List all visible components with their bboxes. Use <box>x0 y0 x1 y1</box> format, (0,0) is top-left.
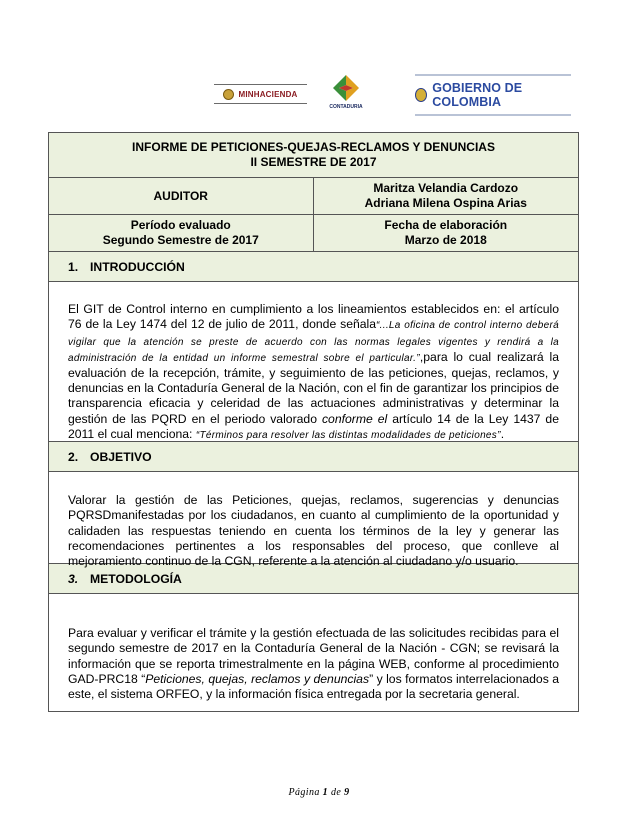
auditor-name: Adriana Milena Ospina Arias <box>364 196 527 210</box>
period-row <box>49 215 578 252</box>
auditor-name: Maritza Velandia Cardozo <box>373 181 519 195</box>
gobierno-logo-text: GOBIERNO DE COLOMBIA <box>432 81 523 109</box>
national-seal-icon <box>415 88 427 102</box>
auditor-row <box>49 178 578 215</box>
metodologia-text: Para evaluar y verificar el trámite y la gestión efectuada de las solicitudes recibidas para el segundo semestre de 2017 en la Contaduría General de la Nación - CGN; se revisará la información que se reporta trimestralmente en la página WEB, conforme al procedimiento GAD-PRC18 “ <box>68 626 559 686</box>
report-title-line2: II SEMESTRE DE 2017 <box>250 155 377 169</box>
intro-quote: “Términos para resolver las distintas modalidades de peticiones” <box>195 429 501 441</box>
period-cell <box>49 215 314 251</box>
page-footer <box>0 787 638 798</box>
auditor-label: AUDITOR <box>153 188 208 203</box>
section-body-intro <box>49 282 578 442</box>
metodologia-quote: Peticiones, quejas, reclamos y denuncias <box>145 671 370 686</box>
minhacienda-logo-text: MINHACIENDA <box>238 89 298 99</box>
contaduria-emblem-icon <box>325 73 367 103</box>
section-number: 3. <box>68 571 79 586</box>
contaduria-logo <box>325 73 367 117</box>
objetivo-paragraph: Valorar la gestión de las Peticiones, quejas, reclamos, sugerencias y denuncias PQRSDmanifestadas por los ciudadanos, en cuanto al cumplimiento de la oportunidad y calidaden las respuestas teniendo en cuenta los términos de la ley y generar las recomendaciones pertinentes a los responsables del proceso, que conlleve al mejoramiento continuo de la CGN, referente a la atención al ciudadano y/o usuario. <box>68 493 559 568</box>
intro-text: artículo 14 de la Ley 1437 de 2011 el cual menciona: <box>68 411 559 441</box>
report-title <box>49 133 578 178</box>
minhacienda-logo <box>214 84 307 104</box>
date-value: Marzo de 2018 <box>404 233 487 247</box>
page-word: Página <box>288 787 320 798</box>
intro-quote: “...La oficina de control interno deberá vigilar que la atención se preste de acuerdo con las normas legales vigentes y rendirá a la administración de la entidad un informe semestral sobre el particular.” <box>68 320 559 364</box>
date-cell <box>314 215 579 251</box>
header-logos <box>0 70 638 120</box>
intro-text: ,para lo cual realizará la evaluación de la recepción, trámite, y seguimiento de las peticiones, quejas, reclamos, y denuncias en la Contaduría General de la Nación, con el fin de garantizar los principios de transparencia eficacia y celeridad de las actuaciones administrativas y determinar la gestión de las PQRD en el periodo valorado <box>68 349 559 426</box>
report-table <box>48 132 579 712</box>
auditor-label-cell <box>49 178 314 214</box>
intro-paragraph <box>49 302 578 443</box>
metodologia-text: ” y los formatos interrelacionados a este, el sistema ORFEO, y la información física entregada por la secretaria general. <box>68 671 560 701</box>
section-title: INTRODUCCIÓN <box>90 259 185 274</box>
report-title-line1: INFORME DE PETICIONES-QUEJAS-RECLAMOS Y DENUNCIAS <box>132 140 495 154</box>
section-body-metodologia <box>49 594 578 711</box>
metodologia-paragraph <box>49 626 578 702</box>
intro-emphasis: conforme el <box>321 411 388 426</box>
page-number: 1 <box>322 787 329 798</box>
intro-text: . <box>500 426 505 441</box>
section-heading-objetivo <box>49 442 578 472</box>
section-title: OBJETIVO <box>90 449 152 464</box>
period-label: Período evaluado <box>130 218 231 232</box>
section-number: 2. <box>68 449 79 464</box>
coat-of-arms-icon <box>223 89 234 100</box>
date-label: Fecha de elaboración <box>384 218 508 232</box>
section-heading-intro <box>49 252 578 282</box>
section-body-objetivo <box>49 472 578 568</box>
page-total: 9 <box>344 787 350 798</box>
section-number: 1. <box>68 259 79 274</box>
gobierno-logo <box>415 74 571 116</box>
of-word: de <box>330 787 342 798</box>
auditor-names-cell <box>314 178 579 214</box>
contaduria-logo-text: CONTADURIA <box>329 104 363 110</box>
intro-text: El GIT de Control interno en cumplimiento a los lineamientos establecidos en: el artículo 76 de la Ley 1474 del 12 de julio de 2011, donde señala <box>68 302 559 332</box>
section-title: METODOLOGÍA <box>90 571 182 586</box>
period-value: Segundo Semestre de 2017 <box>102 233 259 247</box>
